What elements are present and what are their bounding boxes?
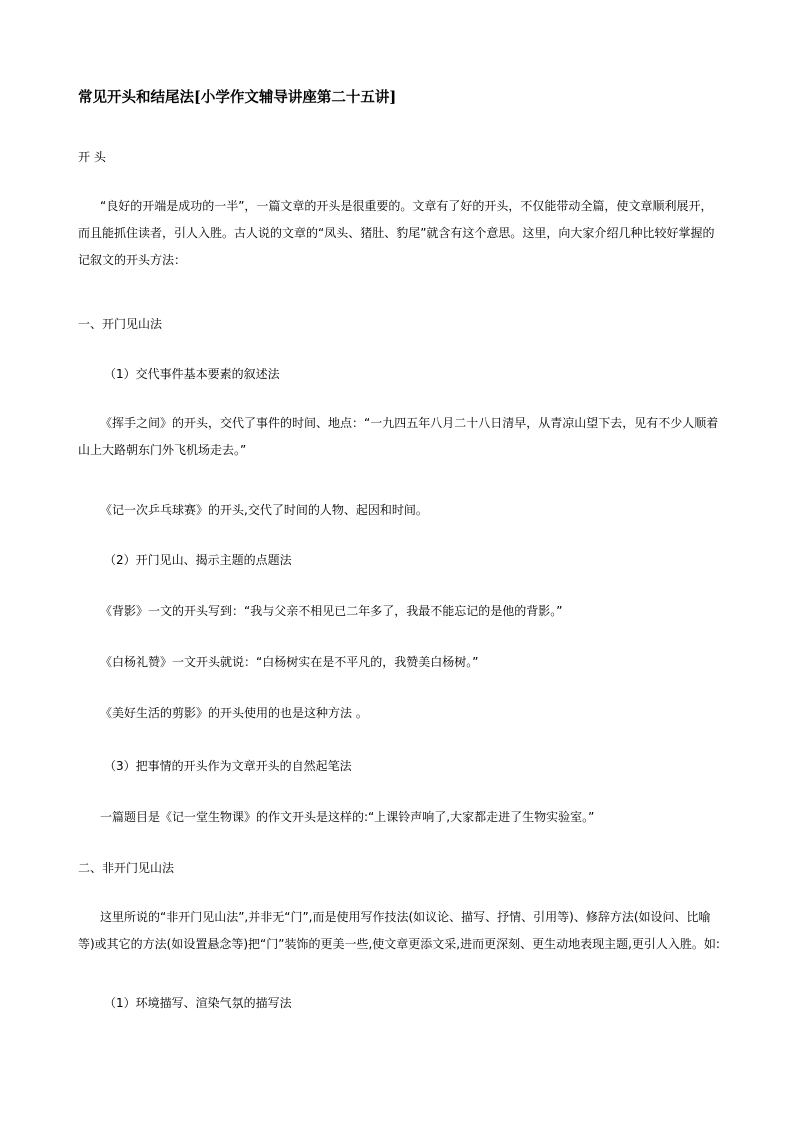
subheading-1-3: （3）把事情的开头作为文章开头的自然起笔法 [104, 759, 352, 773]
heading-method-2: 二、非开门见山法 [78, 861, 175, 875]
document-title: 常见开头和结尾法[小学作文辅导讲座第二十五讲] [78, 89, 397, 106]
paragraph-example-1: 《挥手之间》的开头，交代了事件的时间、地点：“一九四五年八月二十八日清早，从青凉山望下去，见有不少人顺着山上大路朝东门外飞机场走去。” [78, 416, 719, 457]
paragraph-non-direct: 这里所说的“非开门见山法”,并非无“门”,而是使用写作技法(如议论、描写、抒情、引用等)、修辞方法(如设问、比喻等)或其它的方法(如设置悬念等)把“门”装饰的更美一些,使文章更添文采,进而更深刻、更生动地表现主题,更引人入胜。如: [78, 910, 720, 951]
paragraph-example-6: 一篇题目是《记一堂生物课》的作文开头是这样的:“上课铃声响了,大家都走进了生物实验室。” [100, 810, 595, 824]
subheading-1-2: （2）开门见山、揭示主题的点题法 [104, 553, 292, 567]
paragraph-example-3: 《背影》一文的开头写到：“我与父亲不相见已二年多了，我最不能忘记的是他的背影。” [100, 604, 563, 618]
paragraph-example-5: 《美好生活的剪影》的开头使用的也是这种方法 。 [100, 706, 368, 720]
heading-method-1: 一、开门见山法 [78, 317, 163, 331]
intro-paragraph: “良好的开端是成功的一半”，一篇文章的开头是很重要的。文章有了好的开头，不仅能带动全篇，使文章顺利展开，而且能抓住读者，引人入胜。古人说的文章的“凤头、猪肚、豹尾”就含有这个意思。这里，向大家介绍几种比较好掌握的记叙文的开头方法： [78, 199, 715, 267]
paragraph-example-4: 《白杨礼赞》一文开头就说：“白杨树实在是不平凡的，我赞美白杨树。” [100, 655, 479, 669]
paragraph-example-2: 《记一次乒乓球赛》的开头,交代了时间的人物、起因和时间。 [100, 503, 428, 517]
subheading-2-1: （1）环境描写、渲染气氛的描写法 [104, 996, 292, 1010]
section-heading-opening: 开 头 [78, 150, 106, 164]
subheading-1-1: （1）交代事件基本要素的叙述法 [104, 367, 280, 381]
